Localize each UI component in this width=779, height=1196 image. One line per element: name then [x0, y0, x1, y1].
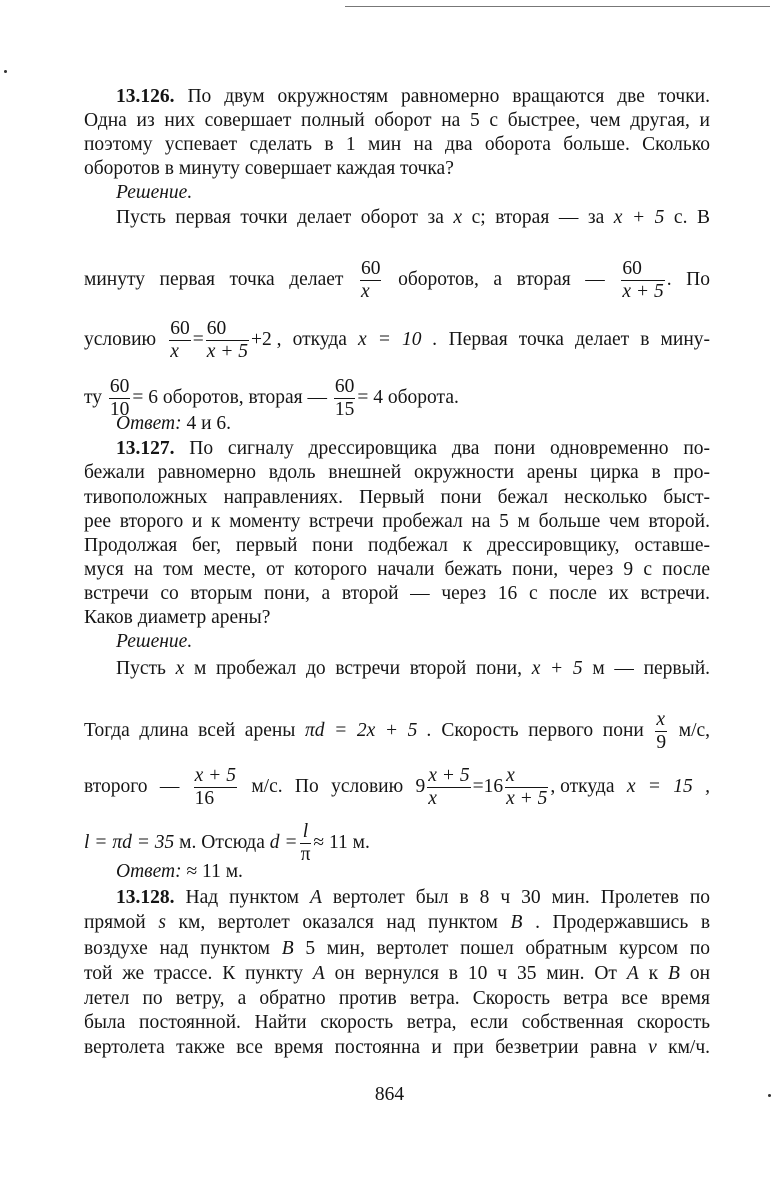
answer-13-127: Ответ: ≈ 11 м.: [116, 861, 243, 882]
problem-13-127-line-1: 13.127. По сигналу дрессировщика два пони одновременно по-: [116, 438, 711, 459]
fraction-60-over-x: $\frac{60}{x}$: [360, 258, 381, 302]
problem-13-127-line-8: Каков диаметр арены?: [84, 607, 271, 628]
solution-13-126-line-2: минуту первая точка делает $\frac{60}{x}$ оборотов, а вторая — $\frac{60}{x + 5}$ . По: [84, 258, 710, 302]
problem-number: 13.126.: [116, 86, 175, 107]
problem-13-128-line-1: 13.128. Над пунктом A вертолет был в 8 ч 30 мин. Пролетев по: [116, 887, 710, 908]
top-rule: [345, 6, 770, 7]
problem-13-126-line-4: оборотов в минуту совершает каждая точка?: [84, 158, 454, 179]
problem-13-126-line-2: Одна из них совершает полный оборот на 5 с быстрее, чем другая, и: [84, 110, 710, 131]
page-number: 864: [374, 1084, 405, 1105]
equation-condition: 9 $\frac{x + 5}{x}$ = 16 $\frac{x}{x + 5}$ , откуда: [415, 765, 615, 809]
problem-number: 13.128.: [116, 887, 175, 908]
problem-13-128-line-5: летел по ветру, а обратно против ветра. Скорость ветра все время: [84, 988, 710, 1009]
problem-13-127-line-4: рее второго и к моменту встречи пробежал на 5 м больше чем второй.: [84, 511, 710, 532]
problem-13-128-line-6: была постоянной. Найти скорость ветра, если собственная скорость: [84, 1012, 710, 1033]
scan-mark: [4, 70, 7, 73]
fraction-60-over-15: $\frac{60}{15}$ = 4: [334, 376, 384, 420]
solution-label: Решение.: [116, 631, 193, 652]
problem-13-127-line-3: тивоположных направлениях. Первый пони бежал несколько быст-: [84, 487, 710, 508]
solution-13-127-line-2: Тогда длина всей арены πd = 2x + 5 . Скорость первого пони $\frac{x}{9}$ м/с,: [84, 709, 711, 753]
problem-13-127-line-6: муся на том месте, от которого начали бежать пони, через 9 с после: [84, 559, 710, 580]
fraction-x-over-9: $\frac{x}{9}$: [656, 709, 667, 753]
problem-13-127-line-2: бежали равномерно вдоль внешней окружности арены цирка в про-: [84, 462, 710, 483]
solution-13-127-line-3: второго — $\frac{x + 5}{16}$ м/с. По условию 9 $\frac{x + 5}{x}$ = 16 $\frac{x}{x + 5}$ , откуда x = 15 ,: [84, 765, 710, 809]
problem-13-128-line-3: воздухе над пунктом B 5 мин, вертолет пошел обратным курсом по: [84, 938, 711, 959]
problem-13-128-line-4: той же трассе. К пункту A он вернулся в 10 ч 35 мин. От A к B он: [84, 963, 711, 984]
solution-13-126-line-3: условию $\frac{60}{x}$ = $\frac{60}{x + 5}$ +2 , откуда x = 10 . Первая точка делает в мину-: [84, 318, 710, 362]
problem-13-126-line-3: поэтому успевает сделать в 1 мин на два оборота больше. Сколько: [84, 134, 710, 155]
fraction-60-over-10: $\frac{60}{10}$ = 6: [109, 376, 159, 420]
problem-13-128-line-2: прямой s км, вертолет оказался над пунктом B . Продержавшись в: [84, 912, 711, 933]
solution-13-127-line-4: l = πd = 35 м. Отсюда d = $\frac{l}{\pi}$ ≈ 11 м.: [84, 821, 370, 865]
problem-13-127-line-5: Продолжая бег, первый пони подбежал к дрессировщику, оставше-: [84, 535, 710, 556]
equation-condition: $\frac{60}{x}$ = $\frac{60}{x + 5}$ +2 ,: [170, 318, 282, 362]
solution-13-126-line-1: Пусть первая точки делает оборот за x с; вторая — за x + 5 с. В: [116, 207, 710, 228]
answer-13-126: Ответ: 4 и 6.: [116, 413, 232, 434]
solution-label: Решение.: [116, 182, 193, 203]
problem-13-126-line-1: 13.126. По двум окружностям равномерно вращаются две точки.: [116, 86, 710, 107]
formula-d-equals-l-over-pi: d = $\frac{l}{\pi}$ ≈ 11: [269, 821, 348, 865]
fraction-60-over-x-plus-5: $\frac{60}{x + 5}$: [622, 258, 664, 302]
problem-13-128-line-7: вертолета также все время постоянна и при безветрии равна v км/ч.: [84, 1037, 711, 1058]
fraction-x-plus-5-over-16: $\frac{x + 5}{16}$: [194, 765, 236, 809]
solution-13-126-line-4: ту $\frac{60}{10}$ = 6 оборотов, вторая — $\frac{60}{15}$ = 4 оборота.: [84, 376, 459, 420]
problem-number: 13.127.: [116, 438, 175, 459]
problem-13-127-line-7: встречи со вторым пони, а второй — через 16 с после их встречи.: [84, 583, 710, 604]
solution-13-127-line-1: Пусть x м пробежал до встречи второй пони, x + 5 м — первый.: [116, 658, 711, 679]
